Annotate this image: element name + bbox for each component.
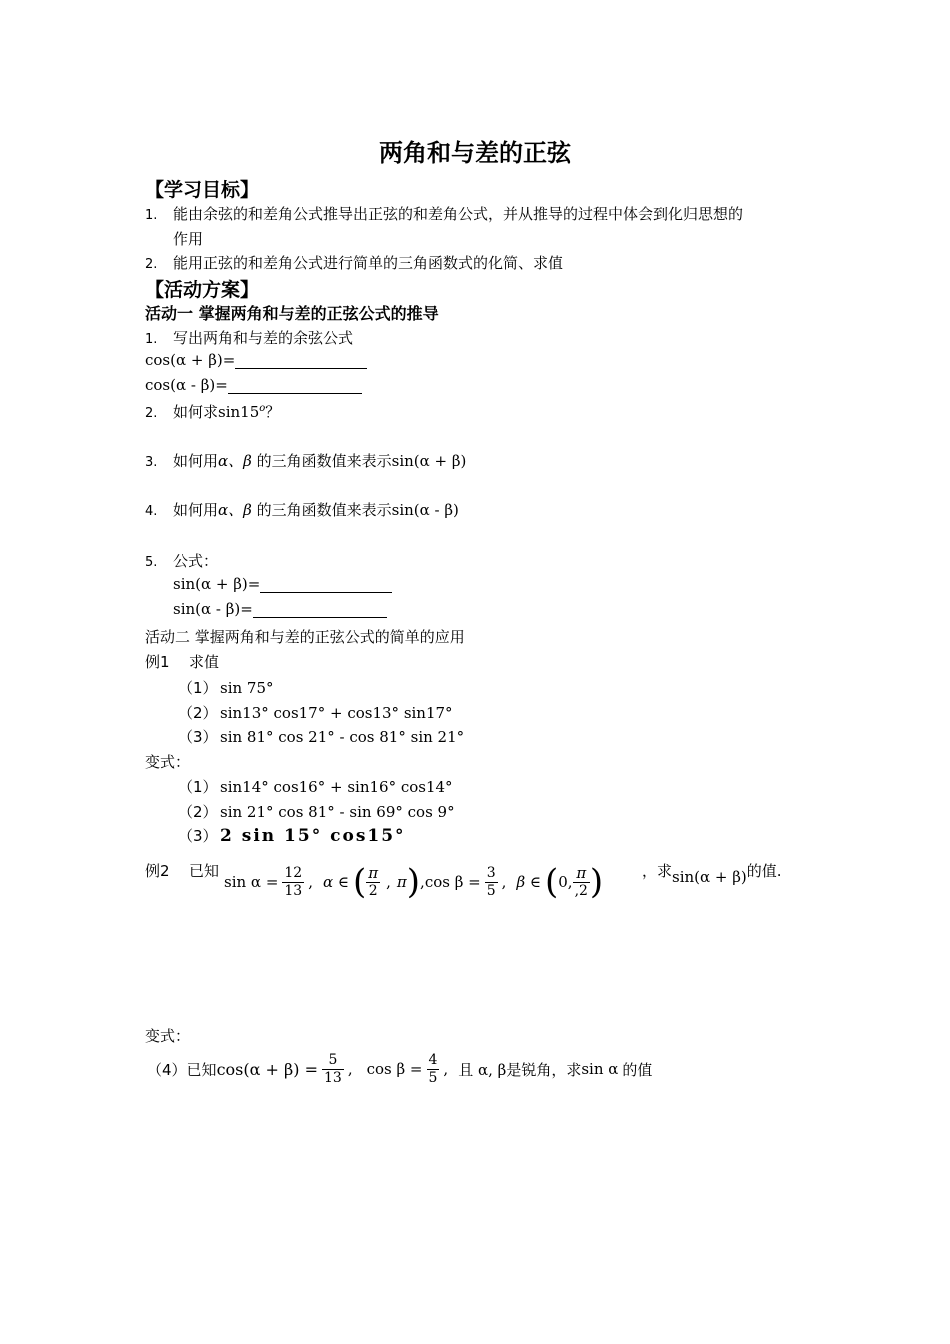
question-num: 2. — [145, 406, 158, 421]
variant-item-1 — [178, 776, 453, 797]
example-text: 求值 — [189, 653, 220, 671]
formula-expr: cos(α + β)= — [145, 351, 236, 369]
formula-expr: sin(α + β)= — [173, 575, 261, 593]
goal-item-1 — [145, 203, 743, 224]
fraction: $\frac{12}{13}$ — [284, 864, 303, 899]
math-expr: cos β = — [366, 1060, 423, 1078]
example-1-item-2 — [178, 702, 453, 723]
example-1-item-3 — [178, 726, 464, 747]
example-2 — [145, 860, 219, 881]
plan-heading: 【活动方案】 — [145, 279, 260, 301]
item-num: （1） — [178, 679, 218, 697]
item-num: （3） — [178, 728, 218, 746]
math-expr: sin 75° — [220, 679, 274, 697]
formula-expr: cos(α - β)= — [145, 376, 228, 394]
example-1-item-1 — [178, 677, 274, 698]
question-text: 如何用 — [173, 452, 219, 470]
variant-item-4: （4） 已知 cos(α + β) = $\frac{5}{13}$ , cos β = $\frac{4}{5}$ , 且 α, β 是锐角，求 sin α 的值 — [147, 1051, 653, 1086]
answer-blank[interactable] — [228, 379, 362, 394]
example-label: 例2 — [145, 862, 170, 880]
item-text: 已知 — [186, 1060, 217, 1079]
fraction: $\frac{\pi}{2}$ — [368, 863, 379, 899]
goal-item-1-cont: 作用 — [173, 230, 204, 248]
answer-blank[interactable] — [253, 603, 387, 618]
activity2-heading: 活动二 掌握两角和与差的正弦公式的简单的应用 — [145, 628, 465, 646]
question-tail: ？ — [265, 403, 281, 421]
goals-heading: 【学习目标】 — [145, 179, 260, 201]
sin-sum-formula — [173, 574, 392, 593]
question-num: 4. — [145, 504, 158, 519]
example-2-tail — [642, 860, 782, 886]
math-expr: sin α — [581, 1060, 619, 1078]
sin-diff-formula — [173, 599, 387, 618]
variant-item-3 — [178, 825, 406, 846]
question-text: 的三角函数值来表示 — [256, 452, 392, 470]
question-2: 2. 如何求sin15$^o$？ — [145, 403, 281, 421]
math-expr: sin15 — [218, 403, 260, 421]
example-label: 例1 — [145, 653, 170, 671]
math-expr: sin(α + β) — [672, 868, 747, 886]
variant2-label: 变式： — [145, 1027, 191, 1045]
cos-diff-formula — [145, 375, 362, 394]
item-text: 的值 — [622, 1060, 653, 1079]
variant-item-2 — [178, 801, 455, 822]
question-3 — [145, 450, 466, 471]
math-vars: α、β — [218, 501, 252, 519]
math-expr: sin(α - β) — [391, 501, 459, 519]
item-num: （2） — [178, 803, 218, 821]
question-text: 如何用 — [173, 501, 219, 519]
item-num: （4） — [147, 1060, 187, 1079]
question-text: 公式： — [173, 552, 219, 570]
activity1-heading: 活动一 掌握两角和与差的正弦公式的推导 — [145, 304, 439, 323]
example-text: 的值. — [746, 862, 782, 880]
answer-blank[interactable] — [260, 578, 392, 593]
item-num: （3） — [178, 827, 218, 845]
question-num: 5. — [145, 555, 158, 570]
question-text: 写出两角和与差的余弦公式 — [173, 329, 354, 347]
answer-blank[interactable] — [235, 354, 367, 369]
variant-label: 变式： — [145, 753, 191, 771]
math-expr: β ∈ — [516, 873, 541, 891]
math-expr: sin13° cos17° + cos13° sin17° — [220, 704, 453, 722]
goal-item-num: 2. — [145, 257, 158, 272]
example-1 — [145, 651, 219, 672]
math-expr: sin 21° cos 81° - sin 69° cos 9° — [220, 803, 455, 821]
page-title: 两角和与差的正弦 — [379, 139, 571, 167]
math-expr: sin 81° cos 21° - cos 81° sin 21° — [220, 728, 465, 746]
formula-expr: sin(α - β)= — [173, 600, 253, 618]
goal-item-text: 能由余弦的和差角公式推导出正弦的和差角公式，并从推导的过程中体会到化归思想的 — [173, 205, 744, 223]
item-num: （1） — [178, 778, 218, 796]
example-2-expression: sin α = $\frac{12}{13}$ , α ∈ ( $\frac{\pi}{2}$ , π ) , cos β = $\frac{3}{5}$ , β ∈ ( 0, $\frac{\pi}{,2}$ ) — [224, 862, 604, 902]
fraction: $\frac{3}{5}$ — [486, 864, 496, 899]
question-5 — [145, 550, 218, 571]
math-expr: cos(α + β) = — [216, 1059, 318, 1079]
math-expr: 2 sin 15° cos15° — [220, 826, 406, 846]
goal-item-text: 能用正弦的和差角公式进行简单的三角函数式的化简、求值 — [173, 254, 564, 272]
fraction: $\frac{4}{5}$ — [428, 1051, 438, 1086]
item-num: （2） — [178, 704, 218, 722]
math-vars: α、β — [218, 452, 252, 470]
question-num: 3. — [145, 455, 158, 470]
goal-item-2 — [145, 252, 563, 273]
question-text: 如何求 — [173, 403, 219, 421]
math-expr: 且 α, β — [458, 1060, 507, 1079]
question-num: 1. — [145, 332, 158, 347]
math-expr: sin(α + β) — [391, 452, 467, 470]
cos-sum-formula — [145, 350, 367, 369]
question-1 — [145, 327, 353, 348]
math-expr: π — [396, 873, 407, 891]
example-text: ，求 — [642, 862, 673, 880]
question-4 — [145, 499, 459, 520]
math-expr: 0, — [558, 873, 573, 891]
item-text: 是锐角，求 — [506, 1060, 582, 1079]
example-text: 已知 — [189, 862, 220, 880]
fraction: $\frac{\pi}{,2}$ — [574, 863, 588, 899]
goal-item-num: 1. — [145, 208, 158, 223]
math-expr: α ∈ — [323, 873, 350, 891]
question-text: 的三角函数值来表示 — [256, 501, 392, 519]
math-expr: sin α = — [224, 873, 279, 891]
math-expr: sin14° cos16° + sin16° cos14° — [220, 778, 453, 796]
math-expr: cos β = — [424, 873, 481, 891]
fraction: $\frac{5}{13}$ — [323, 1051, 342, 1086]
